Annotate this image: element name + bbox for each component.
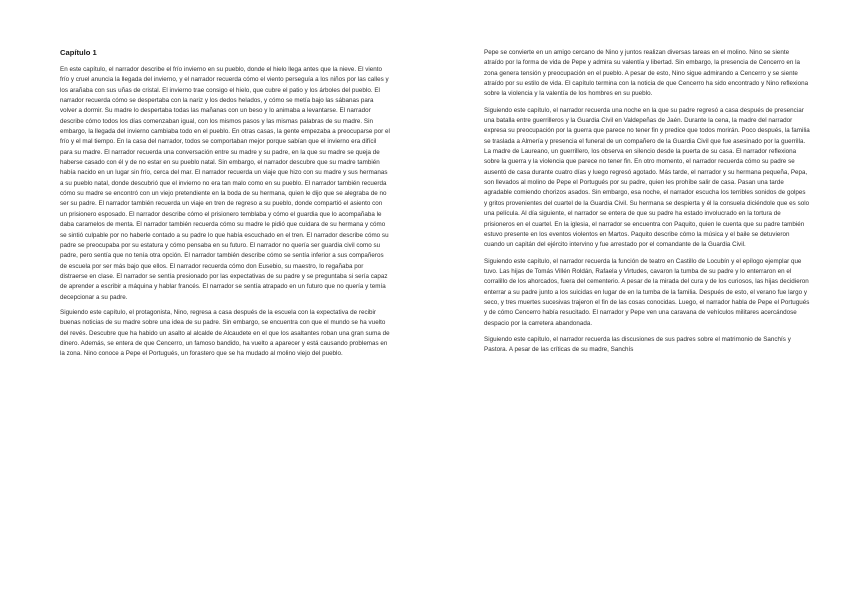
right-column [484, 48, 810, 362]
left-column [60, 48, 390, 365]
right-paragraph-2: Siguiendo este capítulo, el narrador recuerda una noche en la que su padre regresó a casa después de presenciar una batalla entre guerrilleros y la Guardia Civil en Valdepeñas de Jaén. Durante la cena, la madre del narrador expresa su preocupación por la guerra que parece no tener fin y predice que todos morirán. Poco después, la familia se traslada a Almería y presencia el funeral de un compañero de la Guardia Civil que fue asesinado por la guerrilla. La madre de Laureano, un guerrillero, los observa en silencio desde la puerta de su casa. El narrador reflexiona sobre la guerra y la violencia que parece no tener fin. En otro momento, el narrador recuerda cómo su padre se ausentó de casa durante cuatro días y luego regresó agotado. Más tarde, el narrador y su hermana pequeña, Pepa, son llevados al molino de Pepe el Portugués por su padre, quien les prohíbe salir de casa. Pasan una tarde agradable comiendo chorizos asados. Sin embargo, esa noche, el narrador escucha los terribles sonidos de golpes y gritos provenientes del cuartel de la Guardia Civil. Su hermana se despierta y él la consuela diciéndole que es solo una película. Al día siguiente, el narrador se entera de que su padre ha estado involucrado en la tortura de prisioneros en el cuartel. En la iglesia, el narrador se encuentra con Paquito, quien le cuenta que su padre también estuvo presente en los eventos violentos en Martos. Paquito describe cómo la música y el baile se detuvieron cuando un capitán del ejército intervino y fue arrestado por el comandante de la Guardia Civil. [484, 106, 810, 249]
right-paragraph-4: Siguiendo este capítulo, el narrador recuerda las discusiones de sus padres sobre el matrimonio de Sanchís y Pastora. A pesar de las críticas de su madre, Sanchís [484, 335, 791, 354]
right-page [424, 0, 848, 599]
chapter-heading: Capítulo 1 [60, 48, 97, 57]
left-paragraph-1: En este capítulo, el narrador describe el frío invierno en su pueblo, donde el hielo llega antes que la nieve. El viento frío y cruel anuncia la llegada del invierno, y el narrador recuerda cómo el viento perseguía a los niños por las calles y los arañaba con sus uñas de cristal. El invierno trae consigo el hielo, que cubre el patio y los árboles del pueblo. El narrador recuerda cómo se despertaba con la nariz y los dedos helados, y cómo se metía bajo las sábanas para volver a dormir. Su madre lo despertaba todas las mañanas con un beso y lo animaba a levantarse. El narrador describe cómo todos los días comenzaban igual, con los mismos pasos y las mismas palabras de su madre. Sin embargo, la llegada del invierno cambiaba todo en el pueblo. En otras casas, la gente empezaba a preocuparse por el frío y el mal tiempo. En la casa del narrador, todos se comportaban mejor porque sabían que el invierno era difícil para su madre. El narrador recuerda una conversación entre su madre y su padre, en la que su madre se queja de haberse casado con él y de no estar en su pueblo natal. Sin embargo, el narrador descubre que su madre también había nacido en un lugar sin frío, cerca del mar. El narrador recuerda un viaje que hizo con su madre y sus hermanas a su pueblo natal, donde descubrió que el invierno no era tan malo como en su pueblo. El narrador también recuerda cómo su madre se encontró con un viejo pretendiente en la boda de su hermana, quien le dijo que se alegraba de no ser su padre. El narrador también recuerda un viaje en tren de regreso a su pueblo, donde compartió el asiento con un prisionero esposado. El narrador describe cómo el prisionero temblaba y cómo el guardia que lo acompañaba le daba caramelos de menta. El narrador también recuerda cómo su madre le pidió que cuidara de su hermana y cómo se sintió culpable por no haberle contado a su padre lo que había escuchado en el tren. El narrador describe cómo su padre se preocupaba por su estatura y cómo pensaba en su futuro. El narrador no quería ser guardia civil como su padre, pero sentía que no tenía otra opción. El narrador también describe cómo se sentía inferior a sus compañeros de escuela por ser más bajo que ellos. El narrador recuerda cómo don Eusebio, su maestro, lo regañaba por distraerse en clase. El narrador se sentía presionado por las expectativas de su padre y se preguntaba si sería capaz de aprender a escribir a máquina y hablar francés. El narrador se sentía atrapado en un futuro que no quería y temía decepcionar a su padre. [60, 66, 390, 301]
left-paragraph-2: Siguiendo este capítulo, el protagonista, Nino, regresa a casa después de la escuela con la expectativa de recibir buenas noticias de su madre sobre una idea de su padre. Sin embargo, se encuentra con que el mundo se ha vuelto del revés. Descubre que ha habido un asalto al alcalde de Alcaudete en el que los asaltantes roban una gran suma de dinero. Además, se entera de que Cencerro, un famoso bandido, ha vuelto a aparecer y está causando problemas en la zona. Nino conoce a Pepe el Portugués, un forastero que se ha mudado al molino viejo del pueblo. [60, 308, 390, 358]
right-paragraph-3: Siguiendo este capítulo, el narrador recuerda la función de teatro en Castillo de Locubín y el epílogo ejemplar que tuvo. Las hijas de Tomás Villén Roldán, Rafaela y Virtudes, cavaron la tumba de su padre y lo enterraron en el corralillo de los ahorcados, fuera del cementerio. A pesar de la mirada del cura y de los curiosos, las hijas decidieron enterrar a su padre junto a los suicidas en lugar de en la tumba de la familia. Después de esto, el verano fue largo y seco, y tres muertes sucesivas trajeron el fin de las cosas conocidas. Luego, el narrador habla de Pepe el Portugués y de cómo Cencerro había resucitado. El narrador y Pepe ven una caravana de vehículos militares acercándose despacio por la carretera abandonada. [484, 257, 810, 327]
right-paragraph-1: Pepe se convierte en un amigo cercano de Nino y juntos realizan diversas tareas en el molino. Nino se siente atraído por la forma de vida de Pepe y admira su valentía y libertad. Sin embargo, la presencia de Cencerro en la zona genera tensión y preocupación en el pueblo. A pesar de esto, Nino sigue admirando a Cencerro y se siente atraído por su estilo de vida. El capítulo termina con la noticia de que Cencerro ha sido encontrado y Nino reflexiona sobre la violencia y la valentía de los hombres en su pueblo. [484, 49, 809, 98]
